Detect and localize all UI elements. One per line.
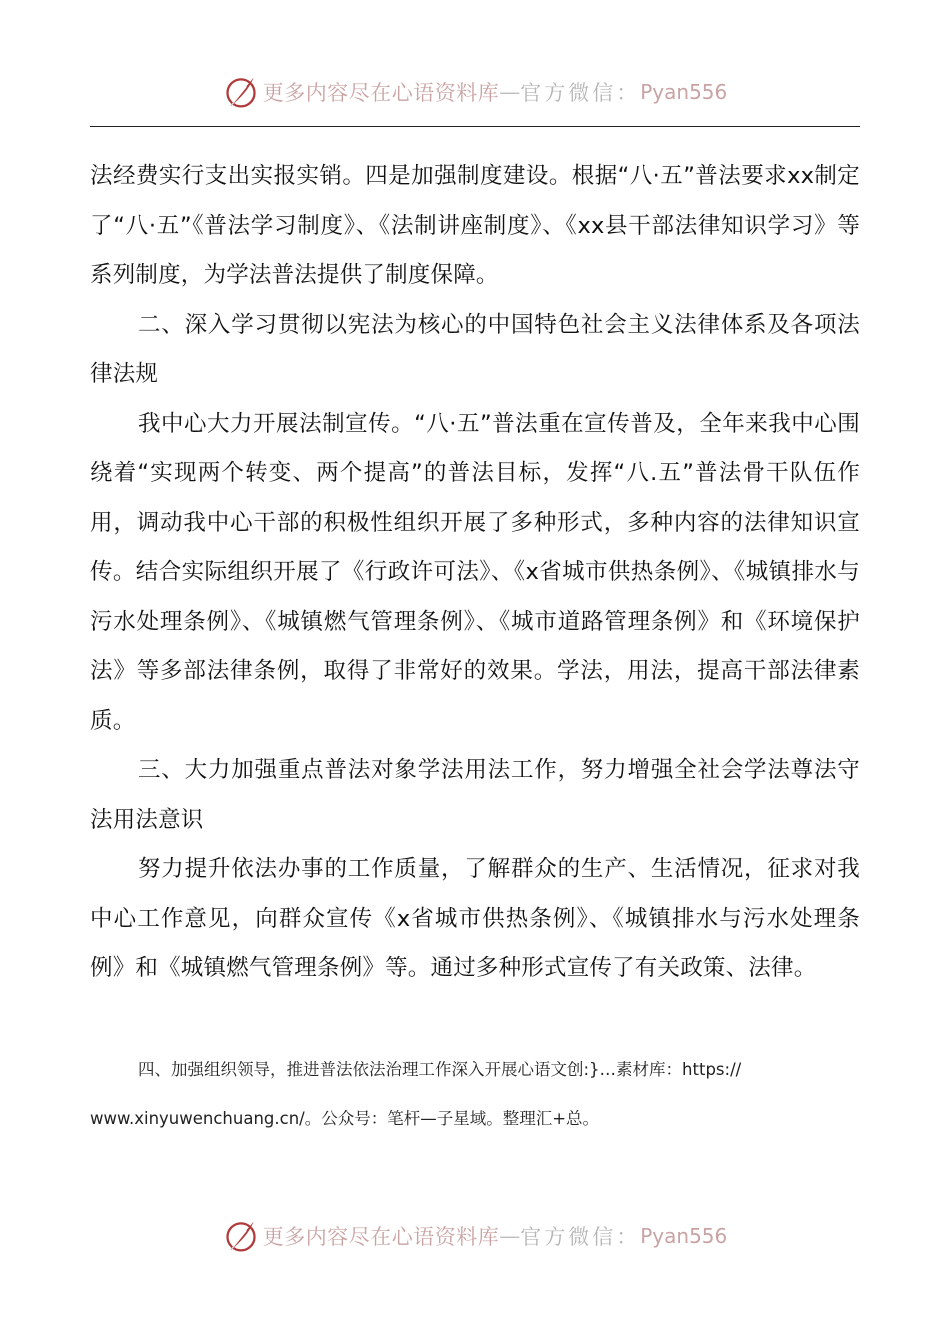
small-note-line-2: www.xinyuwenchuang.cn/。公众号：笔杆—子星域。整理汇+总。	[90, 1109, 600, 1128]
header-separator: —	[499, 80, 521, 104]
header-divider	[90, 126, 860, 127]
paragraph-work-quality: 努力提升依法办事的工作质量，了解群众的生产、生活情况，征求对我中心工作意见，向群众宣传《x省城市供热条例》、《城镇排水与污水处理条例》和《城镇燃气管理条例》等。通过多种形式宣传了有关政策、法律。	[90, 856, 860, 981]
footer-wechat-label: 官方微信：	[520, 1225, 641, 1249]
paragraph-continuation: 法经费实行支出实报实销。四是加强制度建设。根据“八·五”普法要求xx制定了“八·五”《普法学习制度》、《法制讲座制度》、《xx县干部法律知识学习》等系列制度，为学法普法提供了制度保障。	[90, 163, 860, 288]
header-wechat-id: Pyan556	[640, 80, 728, 104]
quill-pen-logo-icon	[223, 74, 259, 110]
small-note-line-1: 四、加强组织领导，推进普法依法治理工作深入开展心语文创:}…素材库：https://	[138, 1060, 742, 1079]
footer-separator: —	[499, 1224, 521, 1248]
small-note-block	[90, 1045, 860, 1143]
header-wechat-label: 官方微信：	[520, 81, 641, 105]
footer-brand-text: 更多内容尽在心语资料库	[262, 1225, 500, 1249]
header-banner	[0, 70, 950, 114]
section-heading-2: 二、深入学习贯彻以宪法为核心的中国特色社会主义法律体系及各项法律法规	[90, 311, 860, 387]
quill-pen-logo-icon	[223, 1218, 259, 1254]
footer-wechat-id: Pyan556	[640, 1224, 728, 1248]
footer-banner	[0, 1214, 950, 1258]
paragraph-legal-publicity: 我中心大力开展法制宣传。“八·五”普法重在宣传普及，全年来我中心围绕着“实现两个转变、两个提高”的普法目标，发挥“八.五”普法骨干队伍作用，调动我中心干部的积极性组织开展了多种形式，多种内容的法律知识宣传。结合实际组织开展了《行政许可法》、《x省城市供热条例》、《城镇排水与污水处理条例》、《城镇燃气管理条例》、《城市道路管理条例》和《环境保护法》等多部法律条例，取得了非常好的效果。学法，用法，提高干部法律素质。	[90, 410, 860, 734]
header-brand-text: 更多内容尽在心语资料库	[262, 81, 500, 105]
document-body	[90, 152, 860, 994]
section-heading-3: 三、大力加强重点普法对象学法用法工作，努力增强全社会学法尊法守法用法意识	[90, 757, 860, 833]
